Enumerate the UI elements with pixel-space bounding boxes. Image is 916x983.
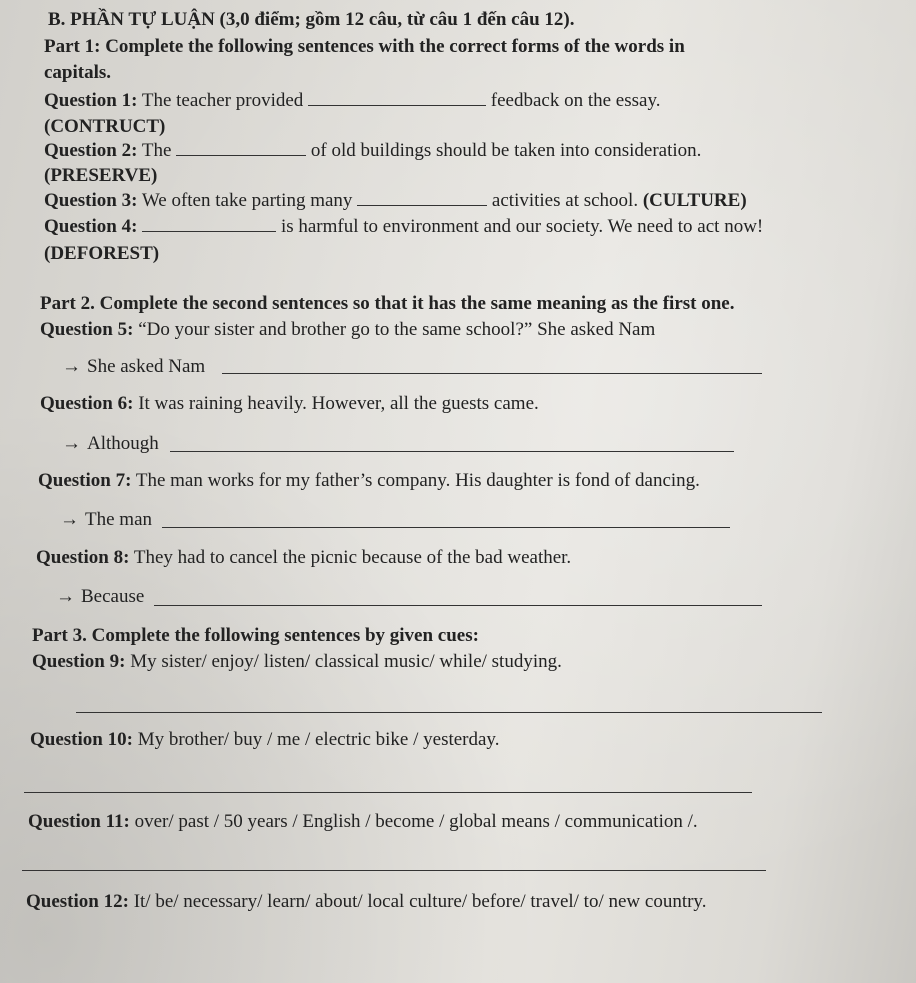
- part2-instruction: Part 2. Complete the second sentences so that it has the same meaning as the first one.: [40, 293, 735, 314]
- answer-blank-11[interactable]: [22, 870, 766, 871]
- question-label: Question 8:: [36, 547, 130, 568]
- question-11: [28, 810, 698, 834]
- answer-start: Because: [81, 586, 145, 607]
- answer-blank-1[interactable]: [308, 89, 486, 106]
- question-text: over/ past / 50 years / English / become / global means / communication /.: [134, 811, 698, 832]
- answer-blank-10[interactable]: [24, 792, 752, 793]
- question-text: feedback on the essay.: [490, 90, 661, 111]
- question-label: Question 12:: [26, 891, 129, 912]
- question-text: The: [141, 140, 172, 161]
- right-arrow-icon: →: [60, 509, 79, 530]
- right-arrow-icon: →: [56, 586, 75, 607]
- question-text: They had to cancel the picnic because of the bad weather.: [133, 547, 572, 568]
- answer-line-8: [56, 585, 144, 609]
- question-12: [26, 890, 706, 914]
- question-5: [40, 318, 655, 342]
- question-text: of old buildings should be taken into consideration.: [310, 140, 702, 161]
- question-text: The man works for my father’s company. His daughter is fond of dancing.: [135, 470, 700, 491]
- part1-instruction: Part 1: Complete the following sentences with the correct forms of the words in: [44, 36, 685, 57]
- question-label: Question 4:: [44, 216, 138, 237]
- question-text: It was raining heavily. However, all the guests came.: [138, 393, 539, 414]
- answer-start: She asked Nam: [87, 356, 206, 377]
- question-4: [44, 215, 763, 239]
- question-1-keyword: (CONTRUCT): [44, 116, 166, 137]
- question-text: The teacher provided: [141, 90, 304, 111]
- question-7: [38, 469, 700, 493]
- answer-blank-8[interactable]: [154, 605, 762, 606]
- part3-instruction: Part 3. Complete the following sentences by given cues:: [32, 625, 479, 646]
- question-9: [32, 650, 562, 674]
- question-label: Question 10:: [30, 729, 133, 750]
- answer-line-5: [62, 355, 205, 379]
- question-label: Question 11:: [28, 811, 130, 832]
- question-label: Question 7:: [38, 470, 132, 491]
- answer-blank-9[interactable]: [76, 712, 822, 713]
- section-title: B. PHẦN TỰ LUẬN (3,0 điểm; gồm 12 câu, từ câu 1 đến câu 12).: [48, 9, 575, 30]
- answer-blank-5[interactable]: [222, 373, 762, 374]
- answer-start: Although: [87, 433, 159, 454]
- answer-start: The man: [85, 509, 153, 530]
- question-label: Question 1:: [44, 90, 138, 111]
- question-text: activities at school.: [491, 190, 639, 211]
- answer-blank-4[interactable]: [142, 215, 276, 232]
- answer-blank-6[interactable]: [170, 451, 734, 452]
- question-3: [44, 189, 747, 213]
- question-10: [30, 728, 499, 752]
- question-label: Question 5:: [40, 319, 134, 340]
- question-label: Question 3:: [44, 190, 138, 211]
- question-label: Question 9:: [32, 651, 126, 672]
- question-text: “Do your sister and brother go to the same school?” She asked Nam: [138, 319, 656, 340]
- question-2: [44, 139, 701, 163]
- question-text: It/ be/ necessary/ learn/ about/ local culture/ before/ travel/ to/ new country.: [133, 891, 707, 912]
- answer-blank-2[interactable]: [176, 139, 306, 156]
- question-label: Question 6:: [40, 393, 134, 414]
- question-text: We often take parting many: [141, 190, 353, 211]
- right-arrow-icon: →: [62, 433, 81, 454]
- answer-line-7: [60, 508, 152, 532]
- question-1: [44, 89, 660, 113]
- question-4-keyword: (DEFOREST): [44, 243, 160, 264]
- question-text: My sister/ enjoy/ listen/ classical music/ while/ studying.: [130, 651, 562, 672]
- part1-instruction-cont: capitals.: [44, 62, 112, 83]
- question-text: My brother/ buy / me / electric bike / yesterday.: [137, 729, 500, 750]
- question-2-keyword: (PRESERVE): [44, 165, 158, 186]
- answer-blank-3[interactable]: [357, 189, 487, 206]
- question-3-keyword: (CULTURE): [642, 190, 747, 211]
- question-label: Question 2:: [44, 140, 138, 161]
- answer-blank-7[interactable]: [162, 527, 730, 528]
- question-text: is harmful to environment and our society. We need to act now!: [280, 216, 764, 237]
- right-arrow-icon: →: [62, 356, 81, 377]
- question-8: [36, 546, 571, 570]
- answer-line-6: [62, 432, 159, 456]
- question-6: [40, 392, 539, 416]
